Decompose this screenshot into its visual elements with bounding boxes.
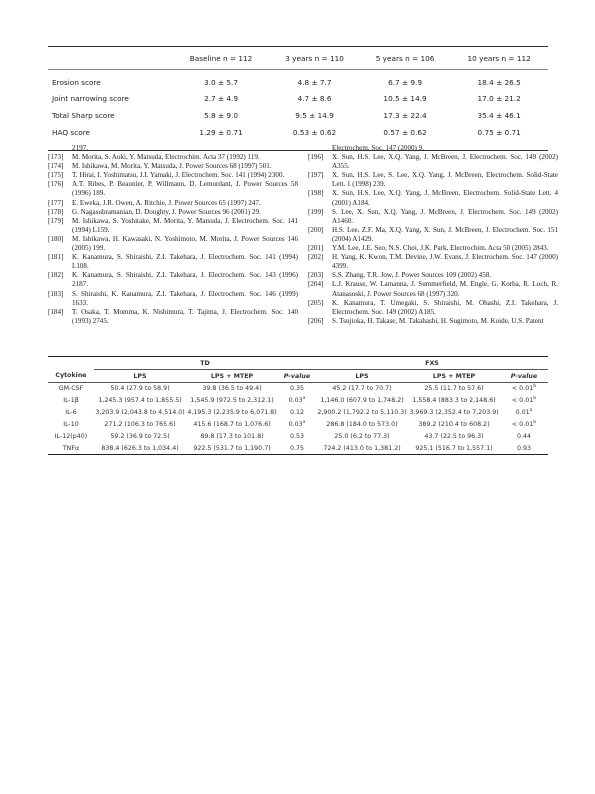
fxs-lps-mtep-value-text: 389.2 (210.4 to 608.2)	[418, 421, 490, 429]
table-row	[48, 442, 548, 454]
fxs-p-value-text: 0.44	[516, 433, 532, 440]
fxs-lps-mtep-value-text: 43.7 (22.5 to 96.3)	[424, 433, 484, 440]
reference-item	[48, 208, 298, 217]
reference-text: L.J. Krause, W. Lamanna, J. Summerfield, M. Engle, G. Korba, R. Loch, R. Atanasoski, J. Power Sources 68 (1997) 320.	[332, 280, 558, 298]
row-label: Joint narrowing score	[52, 94, 129, 104]
significance-footnote-marker: b	[533, 396, 537, 402]
table-cell: 0.57 ± 0.62	[383, 127, 427, 137]
reference-number: [196]	[308, 153, 324, 162]
fxs-lps-value-text: 25.0 (6.2 to 77.3)	[334, 433, 390, 440]
reference-column-left	[48, 144, 298, 326]
table-cell: 0.53 ± 0.62	[292, 127, 337, 137]
table-header-row	[48, 47, 548, 70]
fxs-p-value	[500, 431, 548, 443]
td-lps-value	[94, 431, 186, 443]
fxs-lps-mtep-value	[408, 442, 500, 454]
reference-text: M. Ishikawa, S. Yoshitake, M. Morita, Y. Matsuda, J. Electrochem. Soc. 141 (1994) L159.	[72, 216, 298, 234]
significance-footnote-marker: a	[529, 408, 533, 414]
reference-text: T. Osaka, T. Momma, K. Nishimura, T. Tajima, J. Electrochem. Soc. 140 (1993) 2745.	[72, 307, 298, 325]
td-p-value	[278, 442, 316, 454]
cytokine-name-text: TNFα	[62, 444, 80, 452]
column-header: 3 years n = 110	[285, 53, 344, 63]
td-p-value-text: 0.03	[288, 421, 303, 429]
fxs-p-value-text: 0.93	[516, 444, 532, 452]
reference-number: [175]	[48, 171, 64, 180]
fxs-p-value	[500, 419, 548, 431]
cytokine-name-text: GM-CSF	[58, 385, 84, 393]
significance-footnote-marker: b	[533, 384, 537, 390]
reference-item	[308, 299, 558, 317]
reference-item	[308, 208, 558, 226]
fxs-lps-mtep-value-text: 3,969.3 (2,352.4 to 7,203.9)	[409, 409, 499, 417]
fxs-lps-value	[316, 407, 408, 419]
reference-item	[48, 253, 298, 271]
column-header: P-value	[278, 370, 316, 383]
cytokine-name	[48, 407, 94, 419]
fxs-lps-value-text: 1,146.0 (607.9 to 1,748.2)	[320, 397, 404, 405]
group-header-row	[48, 357, 548, 370]
td-lps-value	[94, 442, 186, 454]
td-lps-mtep-value-text: 1,545.9 (972.5 to 2,312.1)	[190, 397, 274, 405]
table-cell: 17.3 ± 22.4	[383, 110, 427, 120]
cytokine-name	[48, 442, 94, 454]
reference-text: Electrochem. Soc. 147 (2000) 9.	[332, 144, 424, 152]
reference-column-right	[308, 144, 558, 326]
table-cell: 18.4 ± 26.5	[477, 77, 521, 87]
reference-text: M. Ishikawa, H. Kawasaki, N. Yoshimoto, M. Morita, J. Power Sources 146 (2005) 199.	[72, 234, 298, 253]
table-row	[48, 407, 548, 419]
row-label: HAQ score	[52, 127, 91, 137]
table-cell: 9.5 ± 14.9	[295, 110, 334, 120]
td-p-value-text: 0.12	[289, 409, 305, 417]
reference-number: [200]	[308, 225, 324, 234]
table-cell: 10.5 ± 14.9	[383, 94, 427, 104]
reference-item	[48, 308, 298, 326]
fxs-p-value	[500, 407, 548, 419]
reference-text: K. Kanamura, S. Shiraishi, Z.I. Takehara, J. Electrochem. Soc. 143 (1996) 2187.	[72, 271, 298, 289]
reference-item	[48, 171, 298, 180]
fxs-p-value	[500, 383, 548, 395]
table-cell: 1.29 ± 0.71	[199, 127, 243, 137]
td-lps-mtep-value-text: 4,195.3 (2,235.9 to 6,071.8)	[187, 409, 277, 417]
reference-text: S. Shiraishi, K. Kanamura, Z.I. Takehara, J. Electrochem. Soc. 146 (1999) 1633.	[72, 289, 298, 307]
fxs-p-value-text: < 0.01	[511, 421, 534, 429]
reference-number: [174]	[48, 162, 64, 171]
reference-text: 2197.	[72, 144, 88, 152]
column-header: LPS + MTEP	[186, 370, 278, 383]
reference-number: [203]	[308, 271, 324, 280]
cytokine-name-text: IL-12(p40)	[54, 433, 88, 440]
reference-number: [206]	[308, 316, 324, 325]
reference-number: [181]	[48, 253, 64, 262]
fxs-lps-mtep-value	[408, 395, 500, 407]
table-row	[48, 395, 548, 407]
reference-item	[308, 171, 558, 189]
td-lps-value	[94, 419, 186, 431]
td-p-value-text: 0.53	[289, 433, 305, 440]
reference-text: X. Sun, H.S. Lee, X.Q. Yang, J. McBreen, J. Electrochem. Soc. 149 (2002) A355.	[332, 153, 558, 171]
table-cell: 5.8 ± 9.0	[204, 110, 239, 120]
column-header: P-value	[500, 370, 548, 383]
table-cell: 0.75 ± 0.71	[477, 127, 521, 137]
reference-item	[48, 162, 298, 171]
td-lps-value-text: 50.4 (27.9 to 58.9)	[110, 385, 170, 393]
reference-item	[308, 244, 558, 253]
table-cell: 35.4 ± 46.1	[477, 110, 521, 120]
reference-text: M. Ishikawa, M. Morita, Y. Matsuda, J. Power Sources 68 (1997) 501.	[72, 162, 272, 171]
reference-list	[48, 144, 558, 348]
significance-footnote-marker: a	[302, 396, 306, 402]
td-lps-mtep-value	[186, 395, 278, 407]
reference-number: [199]	[308, 207, 324, 216]
reference-number: [176]	[48, 180, 64, 189]
td-p-value	[278, 395, 316, 407]
td-p-value	[278, 419, 316, 431]
reference-number: [179]	[48, 216, 64, 225]
row-label: Erosion score	[52, 77, 101, 87]
reference-text: M. Morita, S. Aoki, Y. Matsuda, Electrochim. Acta 37 (1992) 119.	[72, 153, 260, 162]
reference-number: [177]	[48, 198, 64, 207]
table-cell: 4.7 ± 8.6	[297, 94, 332, 104]
td-lps-mtep-value-text: 922.5 (531.7 to 1,190.7)	[193, 444, 271, 452]
fxs-lps-value	[316, 383, 408, 395]
reference-item	[308, 253, 558, 271]
table-row	[48, 431, 548, 443]
cytokine-name	[48, 395, 94, 407]
row-label: Total Sharp score	[52, 110, 115, 120]
reference-text: K. Kanamura, S. Shiraishi, Z.I. Takehara, J. Electrochem. Soc. 141 (1994) L108.	[72, 253, 298, 271]
reference-item	[48, 180, 298, 198]
cytokine-name	[48, 419, 94, 431]
column-header: Cytokine	[48, 370, 94, 383]
reference-item	[308, 189, 558, 207]
td-lps-value-text: 3,203.9 (2,043.8 to 4,514.0)	[95, 409, 185, 417]
td-p-value-text: 0.35	[289, 385, 305, 393]
reference-number: [178]	[48, 207, 64, 216]
reference-item	[48, 153, 298, 162]
table-cell: 3.0 ± 5.7	[204, 77, 239, 87]
reference-text: K. Kanamura, T. Umegaki, S. Shiraishi, M. Ohashi, Z.I. Takehara, J. Electrochem. Soc. 149 (2002) A185.	[332, 298, 558, 316]
td-lps-mtep-value	[186, 431, 278, 443]
reference-item	[48, 235, 298, 253]
column-header: LPS + MTEP	[408, 370, 500, 383]
cytokine-name-text: IL-1β	[63, 397, 79, 405]
reference-item	[48, 144, 298, 153]
td-lps-mtep-value	[186, 383, 278, 395]
cytokine-table	[48, 356, 548, 455]
fxs-p-value-text: < 0.01	[511, 385, 534, 393]
reference-item	[48, 217, 298, 235]
reference-number: [197]	[308, 171, 324, 180]
reference-number: [198]	[308, 189, 324, 198]
reference-number: [180]	[48, 234, 64, 243]
fxs-p-value	[500, 442, 548, 454]
fxs-lps-mtep-value	[408, 383, 500, 395]
reference-text: X. Sun, H.S. Lee, X.Q. Yang, J. McBreen, Electrochem. Solid-State Lett. 4 (2001) A184.	[332, 189, 558, 207]
fxs-lps-mtep-value-text: 25.5 (11.7 to 57.6)	[424, 385, 484, 393]
fxs-lps-value-text: 724.2 (413.0 to 1,381.2)	[323, 444, 401, 452]
td-lps-value	[94, 383, 186, 395]
reference-item	[308, 271, 558, 280]
td-lps-value-text: 838.4 (626.3 to 1,034.4)	[101, 444, 179, 452]
column-header: 5 years n = 106	[375, 53, 435, 63]
reference-text: S. Lee, X. Sun, X.Q. Yang, J. McBreen, J. Electrochem. Soc. 149 (2002) A1460.	[332, 207, 558, 225]
significance-footnote-marker: b	[533, 420, 537, 426]
table-row	[48, 70, 548, 91]
reference-item	[308, 317, 558, 326]
fxs-lps-value	[316, 395, 408, 407]
table-cell: 17.0 ± 21.2	[477, 94, 521, 104]
reference-number: [183]	[48, 289, 64, 298]
table-row	[48, 124, 548, 141]
td-lps-mtep-value	[186, 419, 278, 431]
cytokine-name	[48, 383, 94, 395]
reference-text: G. Nagasubramanian, D. Doughty, J. Power Sources 96 (2001) 29.	[72, 207, 261, 216]
fxs-lps-value	[316, 431, 408, 443]
fxs-p-value-text: < 0.01	[511, 397, 534, 405]
reference-number: [173]	[48, 153, 64, 162]
reference-number: [182]	[48, 271, 64, 280]
table-cell: 6.7 ± 9.9	[388, 77, 423, 87]
fxs-p-value-text: 0.01	[515, 409, 530, 417]
td-p-value-text: 0.03	[288, 397, 303, 405]
table-row	[48, 383, 548, 395]
fxs-lps-value-text: 286.8 (184.0 to 573.0)	[326, 421, 398, 429]
reference-text: E. Eweka, J.R. Owen, A. Ritchie, J. Power Sources 65 (1997) 247.	[72, 198, 261, 207]
td-lps-value	[94, 407, 186, 419]
table-row	[48, 91, 548, 108]
td-lps-mtep-value-text: 89.8 (17.3 to 101.8)	[200, 433, 264, 440]
reference-item	[308, 153, 558, 171]
reference-number: [202]	[308, 253, 324, 262]
fxs-p-value	[500, 395, 548, 407]
outcome-scores-table	[48, 46, 548, 151]
fxs-lps-value-text: 2,900.2 (1,792.2 to 5,110.3)	[317, 409, 407, 417]
reference-number: [201]	[308, 244, 324, 253]
td-lps-mtep-value	[186, 407, 278, 419]
td-p-value	[278, 407, 316, 419]
reference-text: Y.M. Lee, J.E. Seo, N.S. Choi, J.K. Park, Electrochim. Acta 50 (2005) 2843.	[332, 244, 549, 253]
td-p-value-text: 0.75	[289, 444, 305, 452]
column-header	[48, 47, 173, 70]
cytokine-name-text: IL-6	[65, 409, 77, 417]
column-header: LPS	[94, 370, 186, 383]
td-lps-value	[94, 395, 186, 407]
reference-text: H.S. Lee, Z.F. Ma, X.Q. Yang, X. Sun, J. McBreen, J. Electrochem. Soc. 151 (2004) A1429.	[332, 225, 558, 243]
column-header: 10 years n = 112	[467, 53, 531, 63]
reference-item	[308, 144, 558, 153]
column-header: LPS	[316, 370, 408, 383]
fxs-lps-mtep-value	[408, 407, 500, 419]
reference-number: [184]	[48, 307, 64, 316]
group-header-td: TD	[94, 357, 316, 370]
table-row	[48, 419, 548, 431]
fxs-lps-mtep-value-text: 1,558.4 (883.3 to 2,148.6)	[412, 397, 496, 405]
reference-item	[308, 280, 558, 298]
group-header-fxs: FXS	[316, 357, 548, 370]
table-cell: 4.8 ± 7.7	[297, 77, 332, 87]
reference-text: S. Tsujioka, H. Takase, M. Takahashi, H. Sugimoto, M. Koide, U.S. Patent	[332, 316, 544, 325]
fxs-lps-value-text: 45.2 (17.7 to 70.7)	[332, 385, 392, 393]
reference-text: T. Hirai, I. Yoshimatsu, J.I. Yamaki, J. Electrochem. Soc. 141 (1994) 2300.	[72, 171, 285, 180]
reference-item	[48, 271, 298, 289]
fxs-lps-value	[316, 419, 408, 431]
reference-text: H. Yang, K. Kwon, T.M. Devine, J.W. Evans, J. Electrochem. Soc. 147 (2000) 4399.	[332, 253, 558, 271]
td-lps-mtep-value-text: 415.6 (168.7 to 1,076.6)	[193, 421, 271, 429]
reference-item	[48, 290, 298, 308]
cytokine-name	[48, 431, 94, 443]
td-p-value	[278, 383, 316, 395]
reference-item	[48, 199, 298, 208]
cytokine-name-text: IL-10	[63, 421, 79, 429]
reference-number: [205]	[308, 298, 324, 307]
fxs-lps-mtep-value	[408, 431, 500, 443]
td-lps-value-text: 1,245.3 (957.4 to 1,855.5)	[98, 397, 182, 405]
td-p-value	[278, 431, 316, 443]
reference-item	[308, 226, 558, 244]
reference-text: A.T. Ribes, P. Beaunier, P. Willmann, D. Lemordant, J. Power Sources 58 (1996) 189.	[72, 180, 298, 198]
td-lps-mtep-value-text: 39.8 (36.5 to 49.4)	[202, 385, 262, 393]
fxs-lps-mtep-value-text: 925.1 (516.7 to 1,557.1)	[415, 444, 493, 452]
reference-number: [204]	[308, 280, 324, 289]
significance-footnote-marker: a	[302, 420, 306, 426]
reference-text: X. Sun, H.S. Lee, S. Lee, X.Q. Yang, J. McBreen, Electrochem. Solid-State Lett. 1 (1998) 239.	[332, 171, 558, 189]
td-lps-value-text: 271.2 (106.3 to 765.6)	[104, 421, 176, 429]
td-lps-mtep-value	[186, 442, 278, 454]
reference-text: S.S. Zhang, T.R. Jow, J. Power Sources 109 (2002) 458.	[332, 271, 492, 280]
table-cell: 2.7 ± 4.9	[204, 94, 239, 104]
fxs-lps-mtep-value	[408, 419, 500, 431]
td-lps-value-text: 59.2 (36.9 to 72.5)	[110, 433, 170, 440]
column-header: Baseline n = 112	[189, 53, 253, 63]
column-header-row	[48, 370, 548, 383]
table-row	[48, 107, 548, 124]
fxs-lps-value	[316, 442, 408, 454]
